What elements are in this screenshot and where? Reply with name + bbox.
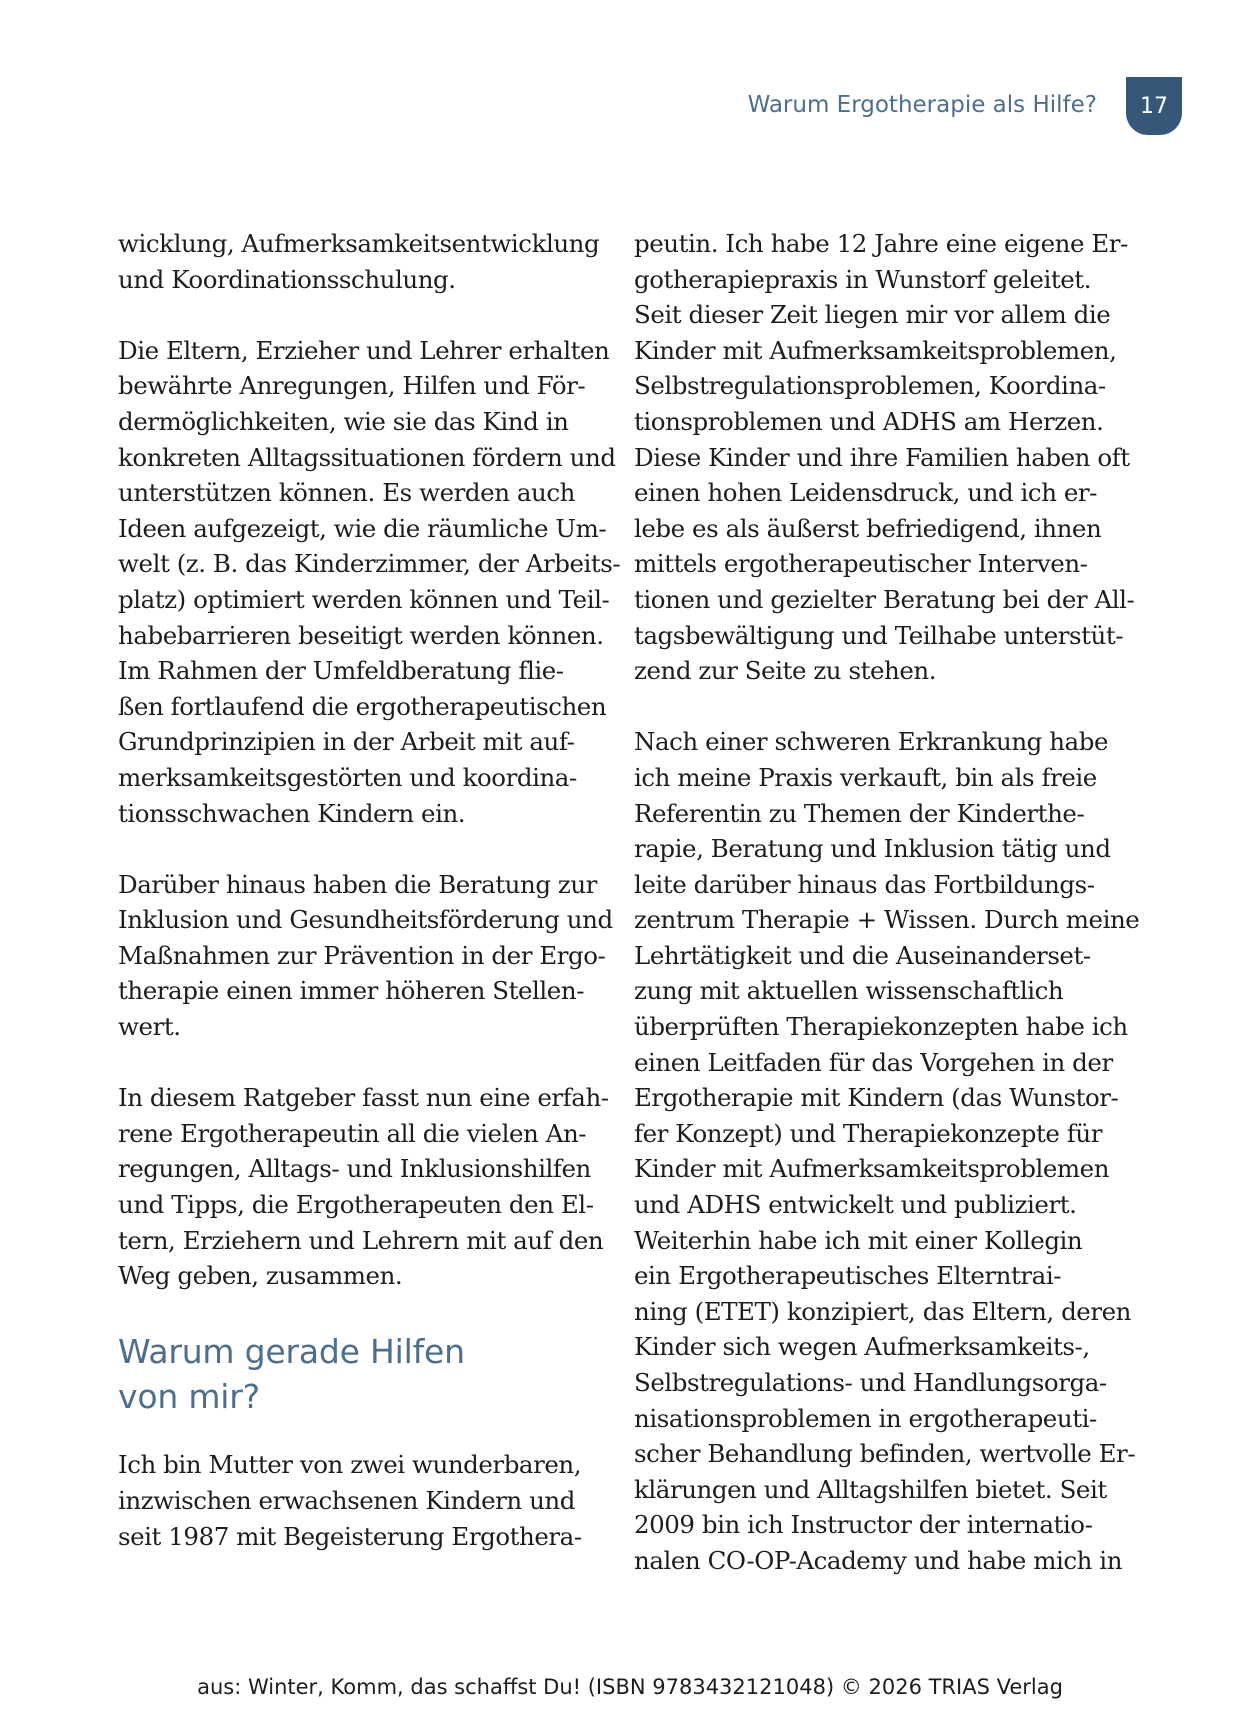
- text-line: wicklung, Aufmerksamkeitsentwicklung: [118, 229, 600, 258]
- text-line: ning (ETET) konzipiert, das Eltern, deren: [634, 1296, 1131, 1326]
- text-line: lebe es als äußerst befriedigend, ihnen: [634, 513, 1102, 543]
- text-line: Warum gerade Hilfen: [118, 1332, 465, 1372]
- text-line: tagsbewältigung und Teilhabe unterstüt-: [634, 620, 1124, 650]
- text-line: nisationsproblemen in ergotherapeuti-: [634, 1403, 1097, 1433]
- text-line: Referentin zu Themen der Kinderthe-: [634, 798, 1085, 828]
- text-line: Nach einer schweren Erkrankung habe: [634, 727, 1108, 757]
- paragraph: [634, 724, 1140, 1578]
- text-line: Kinder sich wegen Aufmerksamkeits-,: [634, 1332, 1090, 1362]
- text-line: Ergotherapie mit Kindern (das Wunstor-: [634, 1083, 1119, 1113]
- text-line: nalen CO-OP-Academy und habe mich in: [634, 1545, 1123, 1575]
- text-line: Kinder mit Aufmerksamkeitsproblemen: [634, 1154, 1110, 1184]
- text-line: fer Konzept) und Therapiekonzepte für: [634, 1118, 1103, 1148]
- text-line: rene Ergotherapeutin all die vielen An-: [118, 1118, 587, 1148]
- paragraph: [118, 333, 621, 831]
- text-line: wert.: [118, 1012, 181, 1042]
- paragraph: [118, 1080, 609, 1294]
- text-line: therapie einen immer höheren Stellen-: [118, 976, 585, 1006]
- text-line: Ideen aufgezeigt, wie die räumliche Um-: [118, 513, 607, 543]
- text-line: tionen und gezielter Beratung bei der All-: [634, 584, 1135, 614]
- text-line: konkreten Alltagssituationen fördern und: [118, 442, 616, 472]
- text-line: Selbstregulations- und Handlungsorga-: [634, 1368, 1107, 1397]
- text-line: Lehrtätigkeit und die Auseinanderset-: [634, 940, 1091, 970]
- text-line: inzwischen erwachsenen Kindern und: [118, 1486, 575, 1515]
- text-line: dermöglichkeiten, wie sie das Kind in: [118, 406, 569, 436]
- text-line: Grundprinzipien in der Arbeit mit auf-: [118, 727, 575, 757]
- section-heading: [118, 1329, 598, 1419]
- text-line: ein Ergotherapeutisches Elterntrai-: [634, 1261, 1062, 1291]
- right-column: [634, 226, 1140, 1579]
- text-line: mittels ergotherapeutischer Interven-: [634, 549, 1088, 579]
- text-line: und Koordinationsschulung.: [118, 264, 456, 294]
- paragraph: [634, 226, 1135, 689]
- text-line: Inklusion und Gesundheitsförderung und: [118, 905, 613, 935]
- text-line: welt (z. B. das Kinderzimmer, der Arbeits-: [118, 549, 621, 579]
- text-line: und ADHS entwickelt und publiziert.: [634, 1190, 1077, 1220]
- text-line: ßen fortlaufend die ergotherapeutischen: [118, 691, 607, 721]
- text-line: scher Behandlung befinden, wertvolle Er-: [634, 1439, 1136, 1469]
- text-line: leite darüber hinaus das Fortbildungs-: [634, 869, 1095, 899]
- text-line: tionsproblemen und ADHS am Herzen.: [634, 406, 1104, 436]
- text-line: In diesem Ratgeber fasst nun eine erfah-: [118, 1083, 609, 1113]
- text-line: zung mit aktuellen wissenschaftlich: [634, 976, 1064, 1006]
- page-number: 17: [1126, 77, 1182, 135]
- paragraph: [118, 867, 613, 1045]
- text-line: Selbstregulationsproblemen, Koordina-: [634, 371, 1106, 401]
- text-line: peutin. Ich habe 12 Jahre eine eigene Er-: [634, 229, 1128, 258]
- text-line: gotherapiepraxis in Wunstorf geleitet.: [634, 264, 1092, 294]
- text-line: unterstützen können. Es werden auch: [118, 478, 575, 508]
- text-line: rapie, Beratung und Inklusion tätig und: [634, 834, 1111, 864]
- left-column: [118, 226, 621, 1554]
- text-line: zentrum Therapie + Wissen. Durch meine: [634, 905, 1140, 935]
- text-line: regungen, Alltags- und Inklusionshilfen: [118, 1154, 591, 1184]
- text-line: Kinder mit Aufmerksamkeitsproblemen,: [634, 335, 1117, 365]
- text-line: ich meine Praxis verkauft, bin als freie: [634, 762, 1097, 792]
- running-head: Warum Ergotherapie als Hilfe?: [747, 92, 1097, 118]
- text-line: habebarrieren beseitigt werden können.: [118, 620, 604, 650]
- text-line: von mir?: [118, 1377, 260, 1417]
- paragraph: [118, 226, 598, 297]
- paragraph: [118, 1447, 598, 1554]
- text-line: Im Rahmen der Umfeldberatung flie-: [118, 656, 564, 686]
- text-line: Die Eltern, Erzieher und Lehrer erhalten: [118, 335, 610, 365]
- text-line: Ich bin Mutter von zwei wunderbaren,: [118, 1450, 582, 1480]
- text-line: klärungen und Alltagshilfen bietet. Seit: [634, 1474, 1107, 1504]
- text-line: merksamkeitsgestörten und koordina-: [118, 762, 577, 792]
- text-line: und Tipps, die Ergotherapeuten den El-: [118, 1190, 594, 1220]
- text-line: Diese Kinder und ihre Familien haben oft: [634, 442, 1130, 472]
- text-line: bewährte Anregungen, Hilfen und För-: [118, 371, 586, 401]
- text-line: zend zur Seite zu stehen.: [634, 656, 937, 686]
- text-line: seit 1987 mit Begeisterung Ergothera-: [118, 1521, 582, 1551]
- text-line: platz) optimiert werden können und Teil-: [118, 584, 610, 614]
- text-line: 2009 bin ich Instructor der internatio-: [634, 1510, 1093, 1540]
- text-line: Darüber hinaus haben die Beratung zur: [118, 869, 597, 899]
- text-line: Maßnahmen zur Prävention in der Ergo-: [118, 940, 606, 970]
- text-line: Seit dieser Zeit liegen mir vor allem die: [634, 300, 1111, 330]
- footer-citation: aus: Winter, Komm, das schaffst Du! (ISBN 9783432121048) © 2026 TRIAS Verlag: [197, 1675, 1063, 1699]
- text-line: tionsschwachen Kindern ein.: [118, 798, 466, 828]
- text-line: tern, Erziehern und Lehrern mit auf den: [118, 1225, 604, 1255]
- text-line: einen hohen Leidensdruck, und ich er-: [634, 478, 1098, 508]
- text-line: Weg geben, zusammen.: [118, 1261, 403, 1291]
- text-line: Weiterhin habe ich mit einer Kollegin: [634, 1225, 1083, 1255]
- text-line: überprüften Therapiekonzepten habe ich: [634, 1012, 1128, 1042]
- text-line: einen Leitfaden für das Vorgehen in der: [634, 1047, 1113, 1077]
